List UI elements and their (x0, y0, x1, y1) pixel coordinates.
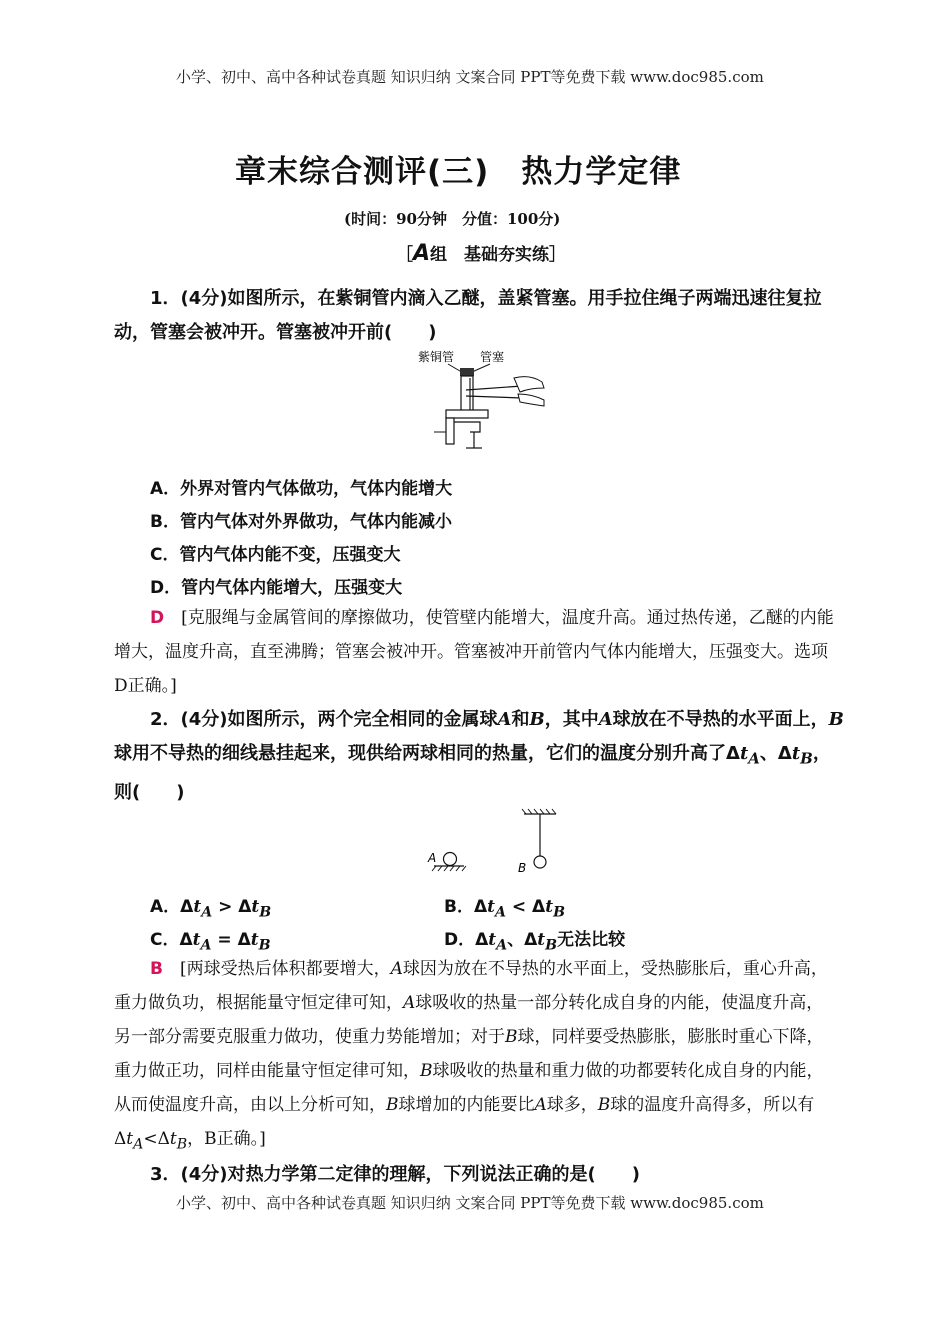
var-a: A (497, 709, 512, 730)
var-b-sub: B (259, 904, 272, 921)
q2-explanation-part: 球吸收的热量和重力做的功都要转化成自身的内能，从而使温度升高，由以上分析可知， (114, 1061, 824, 1115)
var-t: t (169, 1129, 177, 1149)
var-b: B (386, 1095, 399, 1115)
q2-explanation-part: <Δ (143, 1129, 170, 1149)
q2-option-c (150, 925, 271, 953)
var-a-sub: A (748, 749, 760, 768)
q1-option-d: D．管内气体内能增大，压强变大 (150, 578, 403, 598)
var-t: t (487, 897, 495, 917)
var-t: t (192, 930, 201, 950)
q1-option-c: C．管内气体内能不变，压强变大 (150, 545, 401, 565)
q2-explanation-part: ，B正确。] (187, 1129, 266, 1149)
option-text: D．Δ (444, 930, 489, 950)
exam-meta: (时间：90分钟 分值：100分) (344, 210, 561, 228)
figure-label-tube: 紫铜管 (418, 350, 455, 364)
option-text: B．Δ (444, 897, 488, 917)
var-b: B (420, 1061, 433, 1081)
var-t: t (126, 1129, 134, 1149)
var-a-sub: A (201, 904, 213, 921)
var-b: B (828, 709, 844, 730)
var-b-sub: B (553, 904, 566, 921)
q1-option-a: A．外界对管内气体做功，气体内能增大 (150, 479, 453, 499)
var-b: B (529, 709, 545, 730)
var-a-sub: A (496, 937, 508, 954)
var-t: t (739, 743, 749, 764)
var-t: t (250, 930, 259, 950)
header-banner: 小学、初中、高中各种试卷真题 知识归纳 文案合同 PPT等免费下载 www.doc985.com (176, 68, 764, 86)
var-b: B (505, 1027, 518, 1047)
var-b-sub: B (176, 1136, 188, 1153)
option-text: C．Δ (150, 930, 193, 950)
q2-option-b (444, 892, 565, 920)
q2-stem-part: 2．(4分)如图所示，两个完全相同的金属球 (150, 709, 498, 730)
group-bracket-close: ］ (549, 245, 567, 265)
q2-stem-part: 球用不导热的细线悬挂起来，现供给两球相同的热量，它们的温度分别升高了Δ (114, 743, 740, 764)
var-t: t (545, 897, 554, 917)
q2-answer (114, 952, 840, 1161)
q2-option-a (150, 892, 271, 920)
q2-explanation-part: 球因为放在不导热的水平面上，受热膨胀后，重心升高，重力做负功，根据能量守恒定律可知， (114, 959, 828, 1013)
var-a-sub: A (133, 1136, 144, 1153)
q2-answer-key: B (150, 959, 163, 979)
q2-option-d (444, 925, 625, 953)
var-b-sub: B (258, 937, 271, 954)
group-label (396, 240, 566, 266)
group-text: 组 基础夯实练 (430, 245, 550, 265)
q2-stem-part: 、Δ (759, 743, 792, 764)
figure-label-plug: 管塞 (480, 350, 505, 364)
var-a-sub: A (494, 904, 506, 921)
footer-banner: 小学、初中、高中各种试卷真题 知识归纳 文案合同 PPT等免费下载 www.doc985.com (176, 1194, 764, 1212)
var-t: t (791, 743, 801, 764)
var-t: t (488, 930, 497, 950)
q2-stem-part: ，其中 (544, 709, 599, 730)
var-t: t (537, 930, 546, 950)
option-text: < Δ (505, 897, 546, 917)
var-a: A (598, 709, 613, 730)
q2-explanation-part: 球多， (546, 1095, 598, 1115)
q1-option-b: B．管内气体对外界做功，气体内能减小 (150, 512, 452, 532)
q1-stem: 1．(4分)如图所示，在紫铜管内滴入乙醚，盖紧管塞。用手拉住绳子两端迅速往复拉动，管塞会被冲开。管塞被冲开前( ) (114, 288, 822, 343)
var-a: A (534, 1095, 547, 1115)
q2-stem-part: 球放在不导热的水平面上， (612, 709, 829, 730)
copper-tube-figure (410, 348, 550, 454)
q1-answer (114, 601, 840, 703)
option-text: = Δ (211, 930, 251, 950)
var-b: B (597, 1095, 611, 1115)
option-text: 无法比较 (557, 930, 626, 950)
q2-explanation-part: 球的温度升高得多，所以有Δ (114, 1095, 815, 1149)
q2-stem (114, 703, 844, 810)
var-a: A (403, 993, 416, 1013)
option-text: 、Δ (507, 930, 538, 950)
option-text: A．Δ (150, 897, 194, 917)
group-letter: A (413, 241, 431, 266)
page-title: 章末综合测评(三) 热力学定律 (235, 154, 682, 190)
var-t: t (193, 897, 202, 917)
q2-explanation-part: 球，同样要受热膨胀，膨胀时重心下降，重力做正功，同样由能量守恒定律可知， (114, 1027, 824, 1081)
q2-stem-part: ，则( ) (114, 743, 831, 803)
var-t: t (251, 897, 260, 917)
option-text: > Δ (212, 897, 252, 917)
q2-stem-part: 和 (511, 709, 530, 730)
var-b-sub: B (545, 937, 558, 954)
q1-answer-key: D (150, 608, 165, 628)
q1-explanation: [克服绳与金属管间的摩擦做功，使管壁内能增大，温度升高。通过热传递，乙醚的内能增大，温度升高，直至沸腾；管塞会被冲开。管塞被冲开前管内气体内能增大，压强变大。选项D正确。] (114, 608, 834, 696)
q2-explanation-part: 球吸收的热量一部分转化成自身的内能，使温度升高，另一部分需要克服重力做功，使重力势能增加；对于 (114, 993, 824, 1047)
var-b-sub: B (800, 749, 813, 768)
q2-explanation-part: [两球受热后体积都要增大， (179, 959, 391, 979)
figure-label-a: A (428, 851, 437, 865)
q2-explanation-part: 球增加的内能要比 (398, 1095, 535, 1115)
figure-label-b: B (518, 861, 527, 875)
var-a-sub: A (200, 937, 212, 954)
group-bracket-open: ［ (396, 245, 413, 265)
q3-stem: 3．(4分)对热力学第二定律的理解，下列说法正确的是( ) (150, 1164, 640, 1185)
spheres-figure (422, 808, 562, 878)
var-a: A (390, 959, 403, 979)
